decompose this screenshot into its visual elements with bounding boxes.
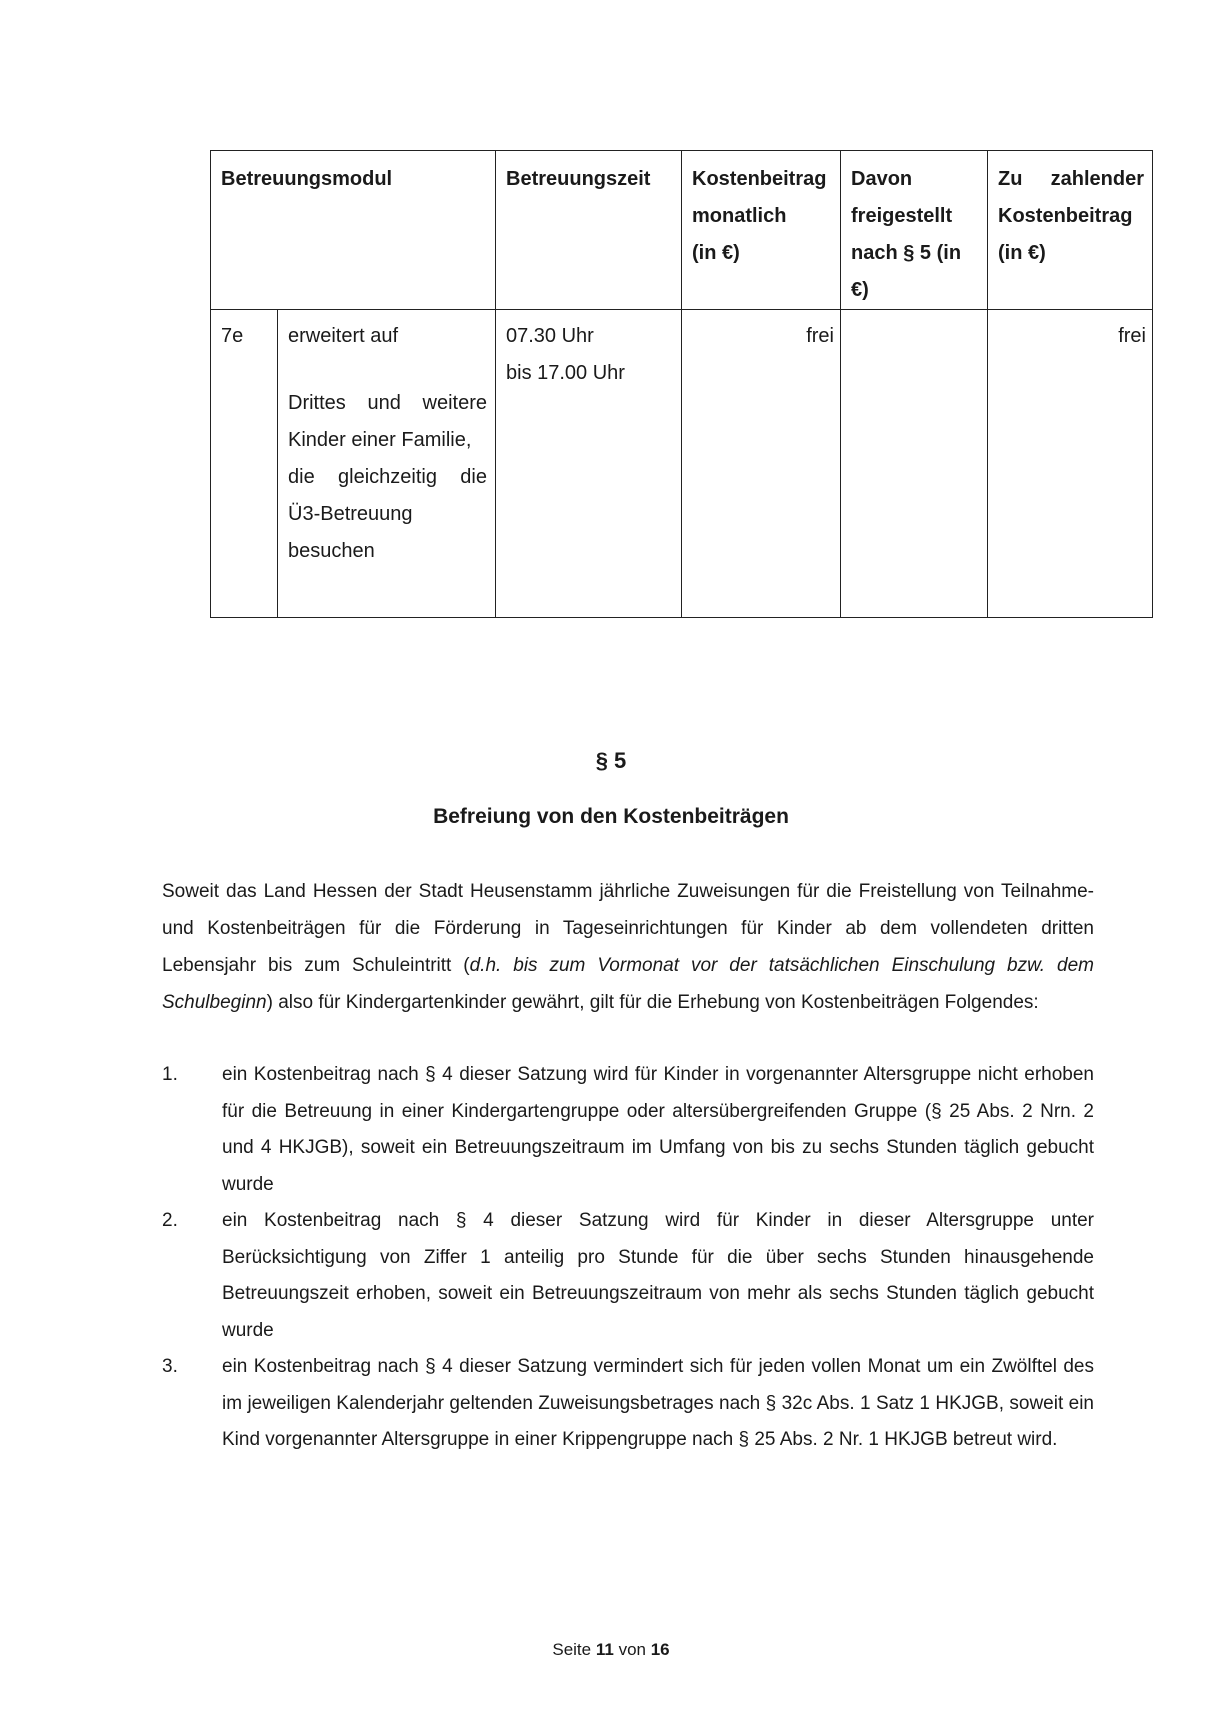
cell-kostenbeitrag: frei [682, 310, 841, 618]
list-item-number: 1. [162, 1064, 178, 1085]
list-item-text: ein Kostenbeitrag nach § 4 dieser Satzung wird für Kinder in dieser Altersgruppe unter Berücksichtigung von Ziffer 1 anteilig pro Stunde für die über sechs Stunden hinausgehende Betreuungszeit erhoben, soweit ein Betreuungszeitraum von mehr als sechs Stunden täglich gebucht wurde [222, 1210, 1094, 1341]
header-betreuungszeit: Betreuungszeit [496, 151, 682, 310]
list-item-text: ein Kostenbeitrag nach § 4 dieser Satzung vermindert sich für jeden vollen Monat um ein Zwölftel des im jeweiligen Kalenderjahr geltenden Zuweisungsbetrages nach § 32c Abs. 1 Satz 1 HKJGB, soweit ein Kind vorgenannter Altersgruppe in einer Krippengruppe nach § 25 Abs. 2 Nr. 1 HKJGB betreut wird. [222, 1356, 1094, 1450]
cell-zeit: 07.30 Uhr bis 17.00 Uhr [496, 310, 682, 618]
section-title: Befreiung von den Kostenbeiträgen [433, 805, 789, 828]
cell-freigestellt [841, 310, 988, 618]
paragraph-italic: d.h. bis zum Vormonat vor der tatsächlichen Einschulung bzw. dem Schulbeginn [162, 955, 1094, 1013]
footer-label-von: von [618, 1640, 646, 1659]
list-item [162, 1203, 1094, 1349]
cell-code: 7e [211, 310, 278, 618]
list-item-number: 3. [162, 1356, 178, 1377]
page-footer [0, 1640, 1222, 1660]
footer-current-page: 11 [595, 1640, 614, 1659]
table-row [211, 310, 1153, 618]
list-item-text: ein Kostenbeitrag nach § 4 dieser Satzung wird für Kinder in vorgenannter Altersgruppe nicht erhoben für die Betreuung in einer Kindergartengruppe oder altersübergreifenden Gruppe (§ 25 Abs. 2 Nrn. 2 und 4 HKJGB), soweit ein Betreuungszeitraum im Umfang von bis zu sechs Stunden täglich gebucht wurde [222, 1064, 1094, 1195]
intro-paragraph [162, 873, 1094, 1021]
section-number: § 5 [595, 748, 627, 773]
cell-modul: erweitert auf Drittes und weitere Kinder einer Familie, die gleichzeitig die Ü3-Betreuung besuchen [278, 310, 496, 618]
paragraph-text-end: ) also für Kindergartenkinder gewährt, gilt für die Erhebung von Kostenbeiträgen Folgendes: [266, 992, 1039, 1013]
table-header-row [211, 151, 1153, 310]
header-betreuungsmodul: Betreuungsmodul [211, 151, 496, 310]
header-davon-freigestellt: Davon freigestellt nach § 5 (in €) [841, 151, 988, 310]
fee-table [210, 150, 1153, 618]
paragraph-text-start: Soweit das Land Hessen der Stadt Heusenstamm jährliche Zuweisungen für die Freistellung von Teilnahme- und Kostenbeiträgen für die Förderung in Tageseinrichtungen für Kinder ab dem vollendeten dritten Lebensjahr bis zum Schuleintritt ( [162, 881, 1094, 976]
footer-total-pages: 16 [650, 1640, 670, 1659]
list-item-number: 2. [162, 1210, 178, 1231]
list-item [162, 1349, 1094, 1459]
header-zu-zahlender: Zu zahlender Kostenbeitrag (in €) [988, 151, 1153, 310]
footer-label: Seite [552, 1640, 592, 1659]
numbered-list [162, 1057, 1094, 1459]
header-kostenbeitrag: Kostenbeitrag monatlich (in €) [682, 151, 841, 310]
cell-zu-zahlender: frei [988, 310, 1153, 618]
list-item [162, 1057, 1094, 1203]
